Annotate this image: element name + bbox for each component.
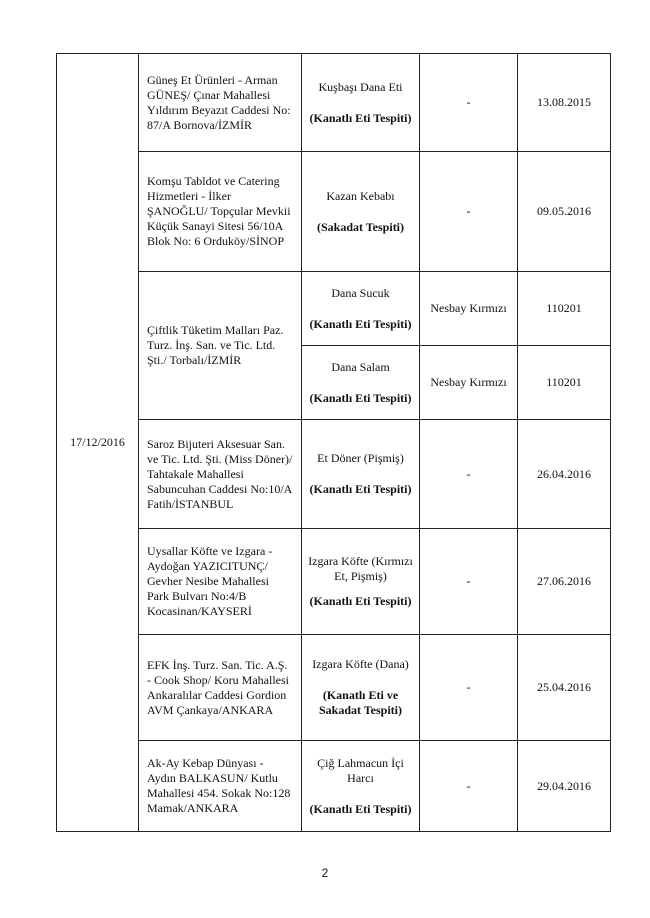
product-name: Kuşbaşı Dana Eti xyxy=(318,79,403,94)
brand-cell: - xyxy=(420,529,518,635)
date-cell: 17/12/2016 xyxy=(57,54,139,832)
firm-cell: Ak-Ay Kebap Dünyası - Aydın BALKASUN/ Kutlu Mahallesi 454. Sokak No:128 Mamak/ANKARA xyxy=(139,741,302,832)
brand-cell: - xyxy=(420,152,518,272)
value-cell: 110201 xyxy=(518,346,611,420)
product-cell xyxy=(302,529,420,635)
table-row xyxy=(57,420,611,529)
table-row xyxy=(57,152,611,272)
test-name: (Kanatlı Eti Tespiti) xyxy=(309,801,412,816)
product-name: Çiğ Lahmacun İçi Harcı xyxy=(317,755,404,785)
firm-cell: EFK İnş. Turz. San. Tic. A.Ş. - Cook Shop/ Koru Mahallesi Ankaralılar Caddesi Gordion AVM Çankaya/ANKARA xyxy=(139,635,302,741)
product-cell xyxy=(302,346,420,420)
product-cell xyxy=(302,54,420,152)
firm-cell: Komşu Tabldot ve Catering Hizmetleri - İlker ŞANOĞLU/ Topçular Mevkii Küçük Sanayi Sitesi 56/10A Blok No: 6 Orduköy/SİNOP xyxy=(139,152,302,272)
value-cell: 27.06.2016 xyxy=(518,529,611,635)
value-cell: 09.05.2016 xyxy=(518,152,611,272)
product-cell xyxy=(302,272,420,346)
product-cell xyxy=(302,420,420,529)
table-row xyxy=(57,635,611,741)
brand-cell: Nesbay Kırmızı xyxy=(420,272,518,346)
product-cell xyxy=(302,152,420,272)
results-table xyxy=(56,53,611,832)
firm-cell: Uysallar Köfte ve Izgara - Aydoğan YAZICITUNÇ/ Gevher Nesibe Mahallesi Park Bulvarı No:4/B Kocasinan/KAYSERİ xyxy=(139,529,302,635)
value-cell: 25.04.2016 xyxy=(518,635,611,741)
product-name: Kazan Kebabı xyxy=(326,188,395,203)
firm-cell: Güneş Et Ürünleri - Arman GÜNEŞ/ Çınar Mahallesi Yıldırım Beyazıt Caddesi No: 87/A Bornova/İZMİR xyxy=(139,54,302,152)
test-name: (Kanatlı Eti Tespiti) xyxy=(309,110,412,125)
product-name: Izgara Köfte (Dana) xyxy=(312,657,409,671)
test-name: (Kanatlı Eti ve Sakadat Tespiti) xyxy=(318,688,403,717)
value-cell: 13.08.2015 xyxy=(518,54,611,152)
test-name: (Kanatlı Eti Tespiti) xyxy=(309,390,412,405)
test-name: (Sakadat Tespiti) xyxy=(316,219,405,234)
product-cell xyxy=(302,635,420,741)
value-cell: 26.04.2016 xyxy=(518,420,611,529)
brand-cell: Nesbay Kırmızı xyxy=(420,346,518,420)
test-name: (Kanatlı Eti Tespiti) xyxy=(309,316,412,331)
test-name: (Kanatlı Eti Tespiti) xyxy=(309,594,412,608)
brand-cell: - xyxy=(420,420,518,529)
table-row xyxy=(57,54,611,152)
firm-cell: Saroz Bijuteri Aksesuar San. ve Tic. Ltd. Şti. (Miss Döner)/ Tahtakale Mahallesi Sabuncuhan Caddesi No:10/A Fatih/İSTANBUL xyxy=(139,420,302,529)
value-cell: 110201 xyxy=(518,272,611,346)
brand-cell: - xyxy=(420,635,518,741)
table-row xyxy=(57,529,611,635)
table-row xyxy=(57,272,611,346)
firm-cell: Çiftlik Tüketim Malları Paz. Turz. İnş. San. ve Tic. Ltd. Şti./ Torbalı/İZMİR xyxy=(139,272,302,420)
product-cell xyxy=(302,741,420,832)
brand-cell: - xyxy=(420,54,518,152)
test-name: (Kanatlı Eti Tespiti) xyxy=(309,482,412,496)
table-row xyxy=(57,741,611,832)
brand-cell: - xyxy=(420,741,518,832)
product-name: Dana Sucuk xyxy=(331,285,390,300)
product-name: Izgara Köfte (Kırmızı Et, Pişmiş) xyxy=(308,554,413,583)
page-number: 2 xyxy=(321,866,329,880)
product-name: Dana Salam xyxy=(331,359,390,374)
product-name: Et Döner (Pişmiş) xyxy=(317,451,404,465)
value-cell: 29.04.2016 xyxy=(518,741,611,832)
